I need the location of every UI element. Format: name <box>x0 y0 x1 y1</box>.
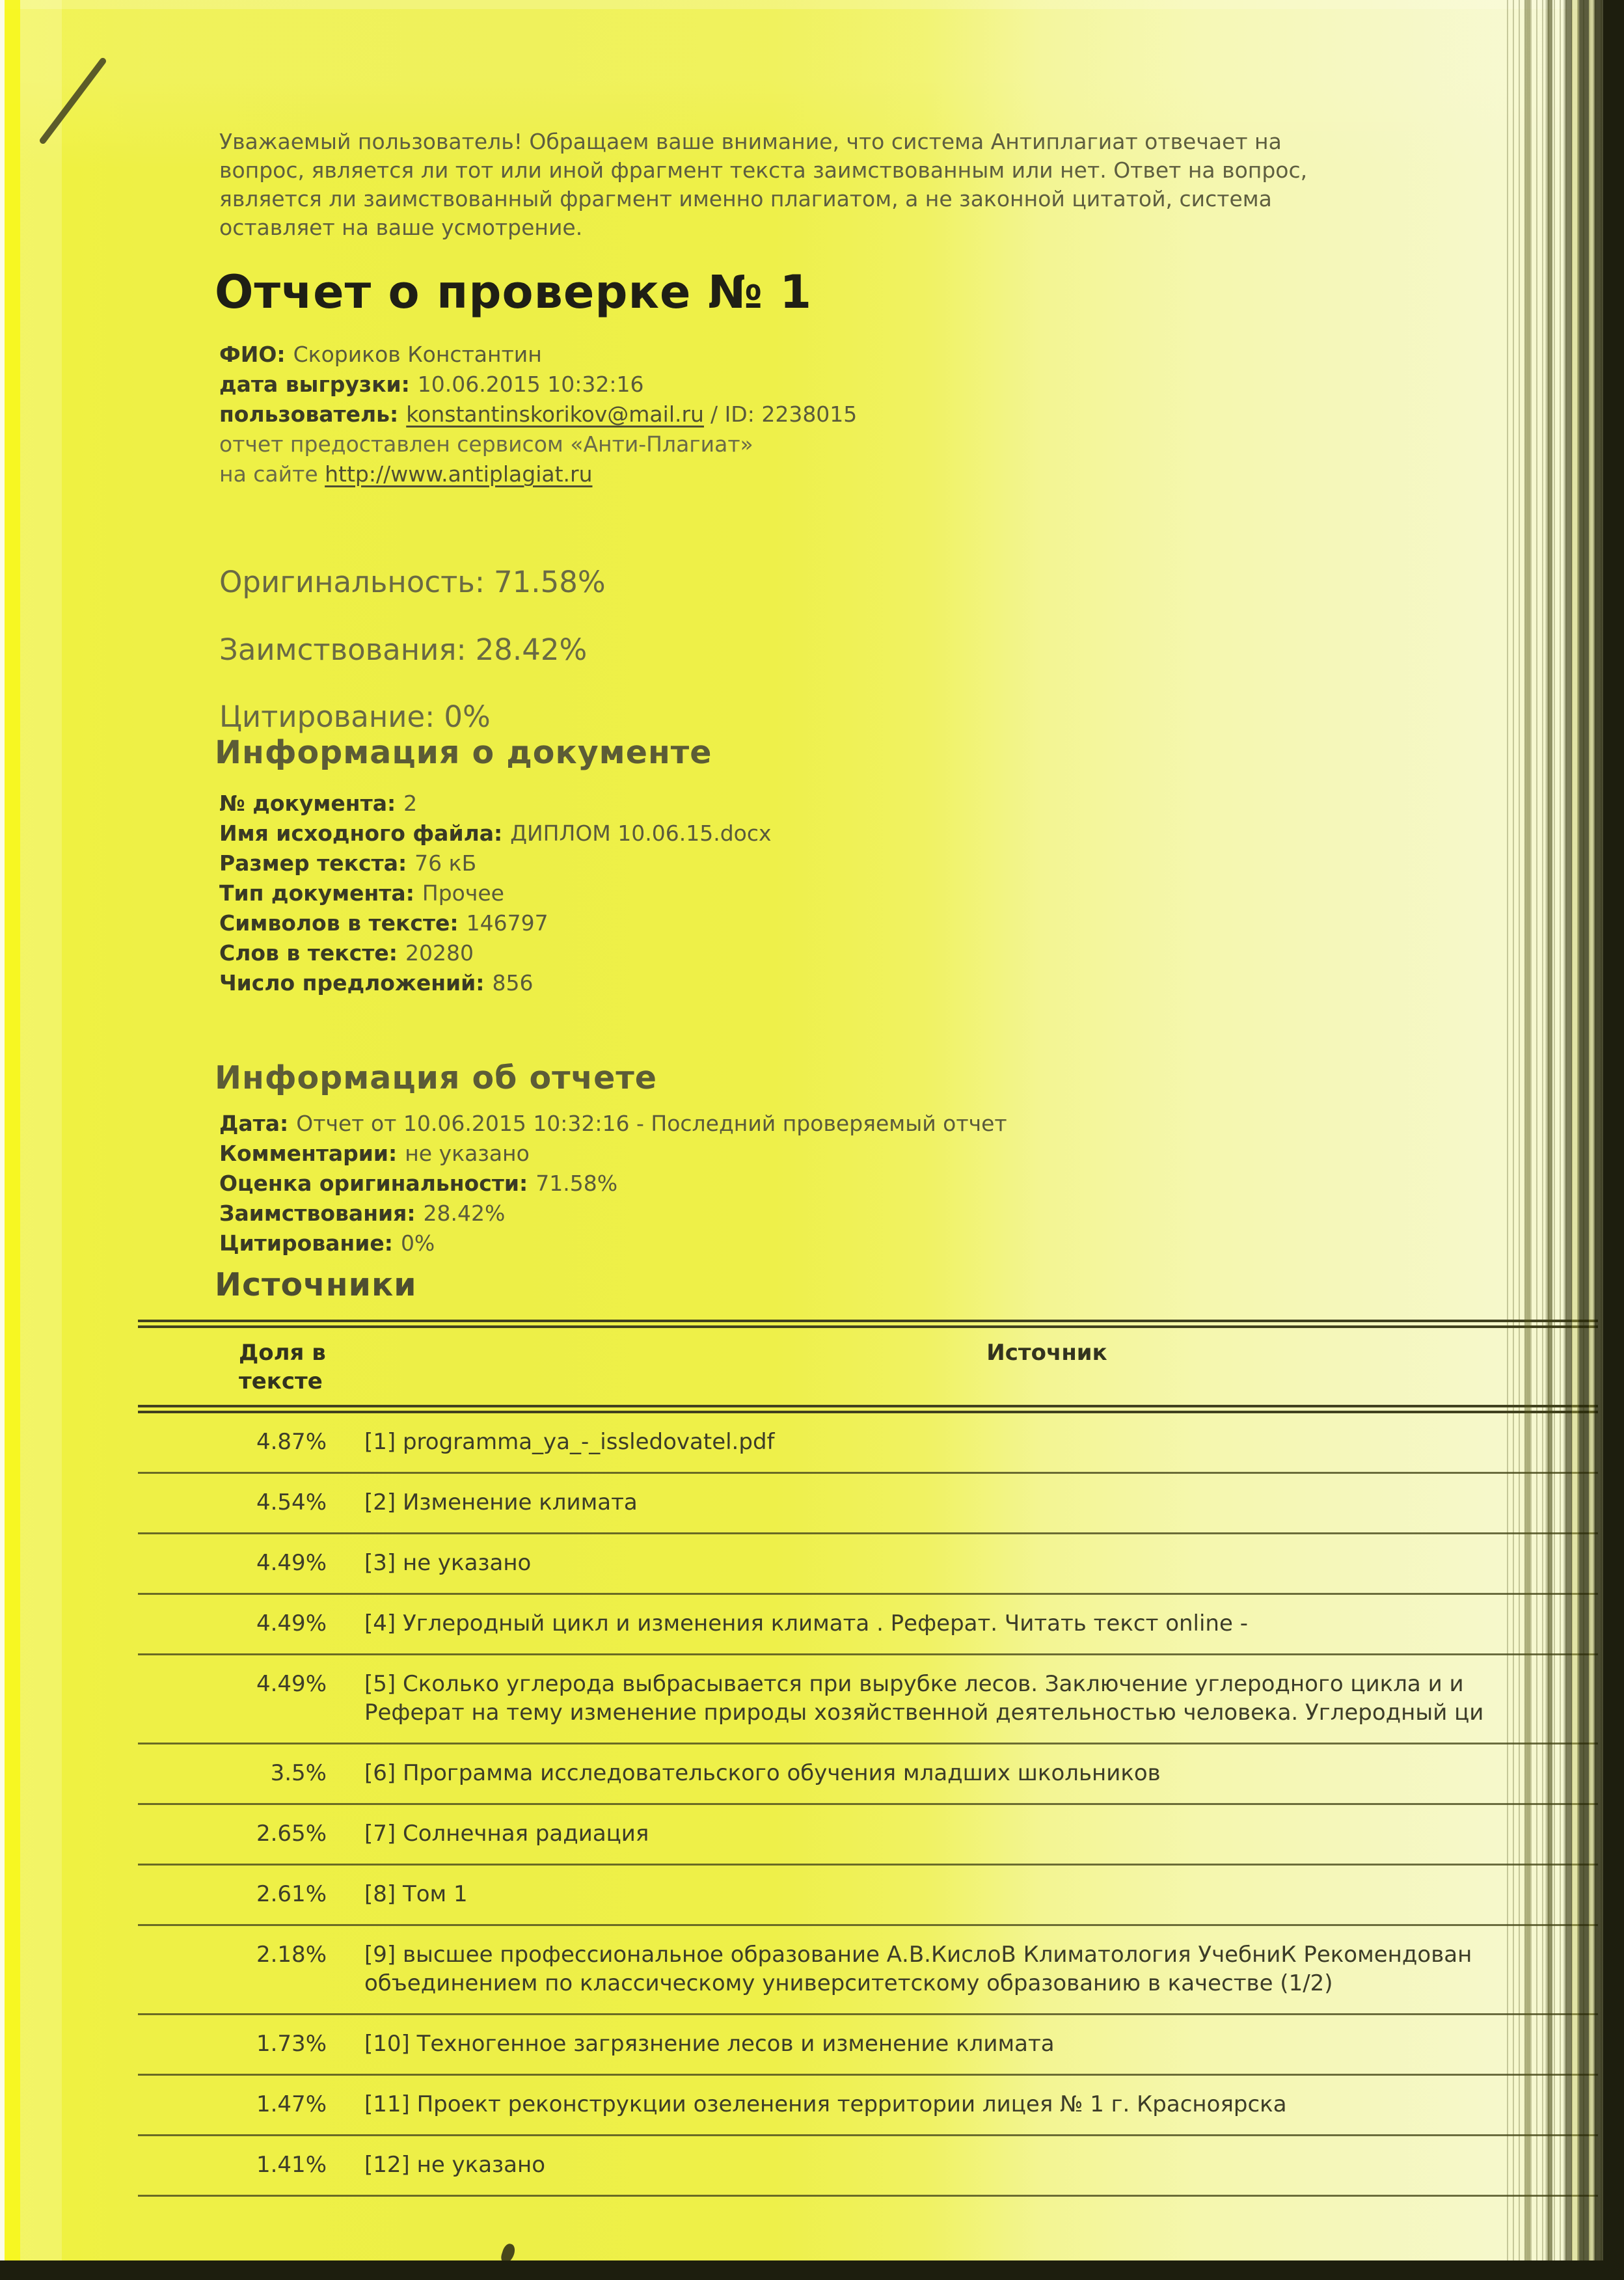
notice-line: оставляет на ваше усмотрение. <box>219 215 583 240</box>
source-share: 1.41% <box>256 2152 327 2178</box>
report-info-value: не указано <box>405 1141 530 1166</box>
doc-info-label: Слов в тексте: <box>219 940 398 966</box>
source-share: 2.65% <box>256 1821 327 1847</box>
report-info-row <box>219 1228 1007 1258</box>
doc-info-value: 146797 <box>466 910 548 936</box>
meta-site-line <box>219 459 857 489</box>
meta-upload-date-label: дата выгрузки: <box>219 372 410 397</box>
doc-info-value: 856 <box>492 970 534 996</box>
report-info-block <box>219 1109 1007 1258</box>
table-header-row <box>138 1328 1598 1405</box>
meta-upload-date <box>219 370 857 400</box>
report-info-row <box>219 1109 1007 1139</box>
source-title: [5] Сколько углерода выбрасывается при вырубке лесов. Заключение углеродного цикла и и <box>364 1671 1464 1697</box>
report-info-value: 71.58% <box>535 1171 618 1196</box>
doc-info-label: № документа: <box>219 791 396 816</box>
score-originality-label: Оригинальность: <box>219 565 485 599</box>
source-title: [1] programma_ya_-_issledovatel.pdf <box>364 1429 775 1455</box>
sources-heading: Источники <box>215 1266 417 1303</box>
score-originality <box>219 565 606 599</box>
page-left-bright-strip <box>5 0 20 2260</box>
doc-info-value: 76 кБ <box>414 850 477 876</box>
doc-info-row <box>219 968 772 998</box>
meta-block <box>219 340 857 489</box>
column-header-source: Источник <box>986 1340 1107 1366</box>
source-share: 4.87% <box>256 1429 327 1455</box>
doc-info-value: Прочее <box>422 880 504 906</box>
source-row <box>138 2076 1598 2136</box>
source-row <box>138 1413 1598 1474</box>
page-title: Отчет о проверке № 1 <box>215 265 813 319</box>
report-info-row <box>219 1199 1007 1228</box>
report-info-label: Цитирование: <box>219 1230 393 1256</box>
source-title-cont: объединением по классическому университетскому образованию в качестве (1/2) <box>364 1970 1333 1996</box>
source-row <box>138 2015 1598 2076</box>
report-info-heading: Информация об отчете <box>215 1059 658 1096</box>
source-row <box>138 1866 1598 1926</box>
score-originality-value: 71.58% <box>494 565 606 599</box>
doc-info-row <box>219 819 772 848</box>
notice-line: вопрос, является ли тот или иной фрагмент текста заимствованным или нет. Ответ на вопрос, <box>219 157 1308 183</box>
doc-info-heading: Информация о документе <box>215 734 712 771</box>
meta-fio <box>219 340 857 370</box>
report-info-label: Комментарии: <box>219 1141 398 1166</box>
page-left-edge <box>0 0 5 2260</box>
score-borrowings-value: 28.42% <box>475 632 588 667</box>
source-share: 1.73% <box>256 2031 327 2057</box>
score-borrowings-label: Заимствования: <box>219 632 467 667</box>
notice-line: Уважаемый пользователь! Обращаем ваше внимание, что система Антиплагиат отвечает на <box>219 129 1282 154</box>
source-share: 2.61% <box>256 1881 327 1907</box>
meta-fio-value: Скориков Константин <box>293 342 542 367</box>
source-share: 4.49% <box>256 1671 327 1697</box>
meta-user <box>219 400 857 429</box>
meta-fio-label: ФИО: <box>219 342 286 367</box>
meta-site-prefix: на сайте <box>219 461 318 487</box>
doc-info-row <box>219 878 772 908</box>
doc-info-row <box>219 789 772 819</box>
meta-upload-date-value: 10.06.2015 10:32:16 <box>417 372 644 397</box>
page-left-pale-band <box>20 0 62 2260</box>
report-info-label: Дата: <box>219 1111 289 1136</box>
notice-line: является ли заимствованный фрагмент именно плагиатом, а не законной цитатой, система <box>219 186 1272 211</box>
report-info-label: Оценка оригинальности: <box>219 1171 528 1196</box>
doc-info-label: Имя исходного файла: <box>219 821 503 846</box>
doc-info-block <box>219 789 772 998</box>
source-row <box>138 1534 1598 1595</box>
source-row <box>138 1805 1598 1866</box>
source-row <box>138 1744 1598 1805</box>
doc-info-value: ДИПЛОМ 10.06.15.docx <box>510 821 772 846</box>
report-info-value: 28.42% <box>423 1201 506 1226</box>
source-title: [2] Изменение климата <box>364 1489 638 1515</box>
source-share: 2.18% <box>256 1942 327 1968</box>
source-share: 1.47% <box>256 2091 327 2117</box>
source-title: [10] Техногенное загрязнение лесов и изменение климата <box>364 2031 1055 2057</box>
score-citation-label: Цитирование: <box>219 699 435 734</box>
meta-user-label: пользователь: <box>219 401 399 427</box>
sources-table <box>138 1320 1598 2197</box>
source-share: 4.54% <box>256 1489 327 1515</box>
report-info-label: Заимствования: <box>219 1201 416 1226</box>
page-stack-edge <box>1507 0 1603 2260</box>
source-title: [9] высшее профессиональное образование А.В.КислоВ Климатология УчебниК Рекомендован <box>364 1942 1472 1968</box>
score-borrowings <box>219 632 587 667</box>
column-header-share: Доля в тексте <box>239 1340 326 1394</box>
source-title: [8] Том 1 <box>364 1881 468 1907</box>
report-info-value: 0% <box>400 1230 435 1256</box>
notice-paragraph <box>219 128 1455 242</box>
doc-info-value: 20280 <box>405 940 474 966</box>
doc-info-label: Тип документа: <box>219 880 414 906</box>
source-share: 3.5% <box>270 1760 327 1786</box>
source-share: 4.49% <box>256 1550 327 1576</box>
source-title: [3] не указано <box>364 1550 532 1576</box>
doc-info-row <box>219 848 772 878</box>
user-email-link: konstantinskorikov@mail.ru <box>406 401 704 427</box>
source-row <box>138 1926 1598 2015</box>
doc-info-label: Размер текста: <box>219 850 407 876</box>
site-url-link: http://www.antiplagiat.ru <box>325 461 593 487</box>
source-title: [6] Программа исследовательского обучения младших школьников <box>364 1760 1161 1786</box>
table-header-rule <box>138 1405 1598 1413</box>
ink-blot <box>500 2242 517 2260</box>
doc-info-value: 2 <box>403 791 418 816</box>
source-title: [12] не указано <box>364 2152 545 2178</box>
source-title: [4] Углеродный цикл и изменения климата . Реферат. Читать текст online - <box>364 1610 1248 1636</box>
score-citation <box>219 699 491 734</box>
meta-user-id: / ID: 2238015 <box>710 401 858 427</box>
source-share: 4.49% <box>256 1610 327 1636</box>
source-title: [7] Солнечная радиация <box>364 1821 649 1847</box>
source-title: [11] Проект реконструкции озеленения территории лицея № 1 г. Красноярска <box>364 2091 1287 2117</box>
source-row <box>138 1595 1598 1655</box>
report-info-value: Отчет от 10.06.2015 10:32:16 - Последний проверяемый отчет <box>296 1111 1007 1136</box>
table-top-rule <box>138 1320 1598 1328</box>
doc-info-row <box>219 938 772 968</box>
doc-info-row <box>219 908 772 938</box>
doc-info-label: Число предложений: <box>219 970 485 996</box>
source-title-cont: Реферат на тему изменение природы хозяйственной деятельностью человека. Углеродный ци <box>364 1700 1484 1726</box>
report-info-row <box>219 1169 1007 1199</box>
doc-info-label: Символов в тексте: <box>219 910 459 936</box>
source-row <box>138 2136 1598 2197</box>
source-row <box>138 1655 1598 1744</box>
score-citation-value: 0% <box>444 699 491 734</box>
meta-service-line: отчет предоставлен сервисом «Анти-Плагиат» <box>219 431 753 457</box>
report-info-row <box>219 1139 1007 1169</box>
pen-mark <box>26 47 124 157</box>
source-row <box>138 1474 1598 1534</box>
